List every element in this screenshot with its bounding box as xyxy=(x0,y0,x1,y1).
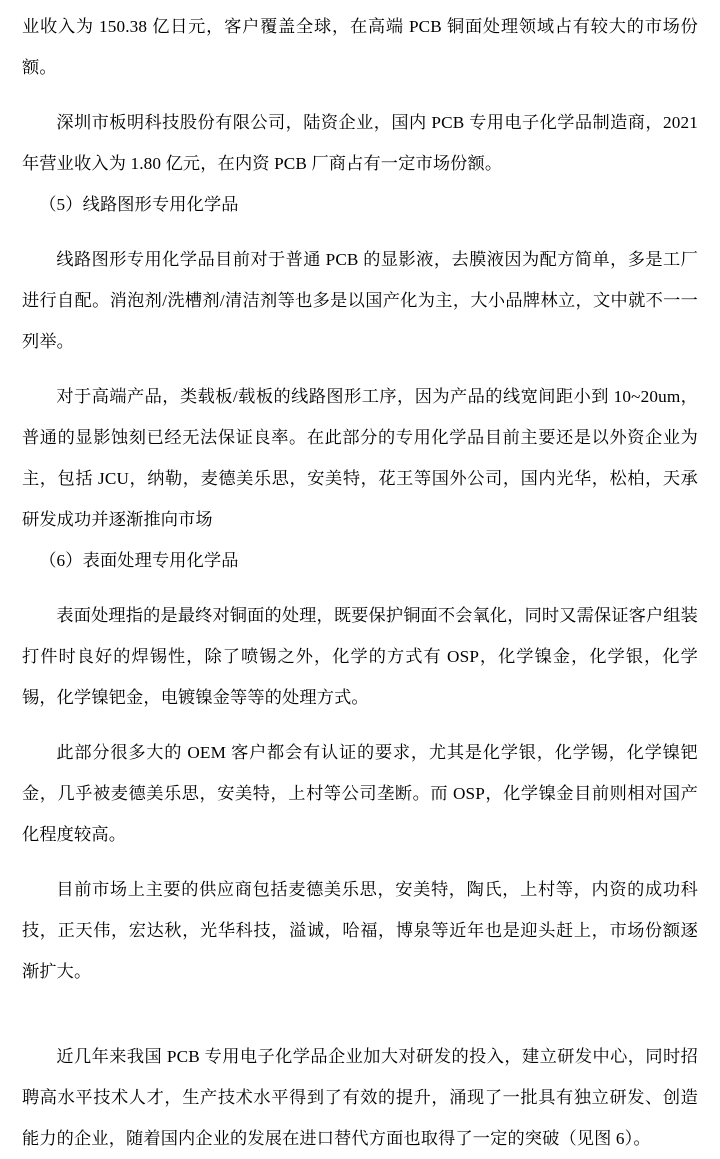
document-body xyxy=(22,0,698,1159)
paragraph-surface-2: 此部分很多大的 OEM 客户都会有认证的要求，尤其是化学银，化学锡，化学镍钯金，几乎被麦德美乐思，安美特，上村等公司垄断。而 OSP，化学镍金目前则相对国产化程度较高。 xyxy=(22,743,698,844)
paragraph-circuit-pattern-2: 对于高端产品，类载板/载板的线路图形工序，因为产品的线宽间距小到 10~20um，普通的显影蚀刻已经无法保证良率。在此部分的专用化学品目前主要还是以外资企业为主，包括 JCU，纳勒，麦德美乐思，安美特，花王等国外公司，国内光华，松柏，天承研发成功并逐渐推向市场 xyxy=(22,387,698,529)
paragraph-closing: 近几年来我国 PCB 专用电子化学品企业加大对研发的投入，建立研发中心，同时招聘高水平技术人才，生产技术水平得到了有效的提升，涌现了一批具有独立研发、创造能力的企业，随着国内企业的发展在进口替代方面也取得了一定的突破（见图 6）。 xyxy=(22,1047,698,1148)
paragraph-circuit-pattern-1: 线路图形专用化学品目前对于普通 PCB 的显影液，去膜液因为配方简单，多是工厂进行自配。消泡剂/洗槽剂/清洁剂等也多是以国产化为主，大小品牌林立，文中就不一一列举。 xyxy=(22,250,698,351)
heading-surface-treatment-chemicals: （6）表面处理专用化学品 xyxy=(39,551,239,570)
paragraph-surface-1: 表面处理指的是最终对铜面的处理，既要保护铜面不会氧化，同时又需保证客户组装打件时良好的焊锡性，除了喷锡之外，化学的方式有 OSP，化学镍金，化学银，化学锡，化学镍钯金，电镀镍金等等的处理方式。 xyxy=(22,606,698,707)
heading-circuit-pattern-chemicals: （5）线路图形专用化学品 xyxy=(39,195,239,214)
paragraph-banming: 深圳市板明科技股份有限公司，陆资企业，国内 PCB 专用电子化学品制造商，2021 年营业收入为 1.80 亿元，在内资 PCB 厂商占有一定市场份额。 xyxy=(22,113,698,173)
paragraph-surface-3: 目前市场上主要的供应商包括麦德美乐思，安美特，陶氏，上村等，内资的成功科技，正天伟，宏达秋，光华科技，溢诚，哈福，博泉等近年也是迎头赶上，市场份额逐渐扩大。 xyxy=(22,880,698,981)
paragraph-continued: 业收入为 150.38 亿日元，客户覆盖全球，在高端 PCB 铜面处理领域占有较大的市场份额。 xyxy=(22,17,698,77)
